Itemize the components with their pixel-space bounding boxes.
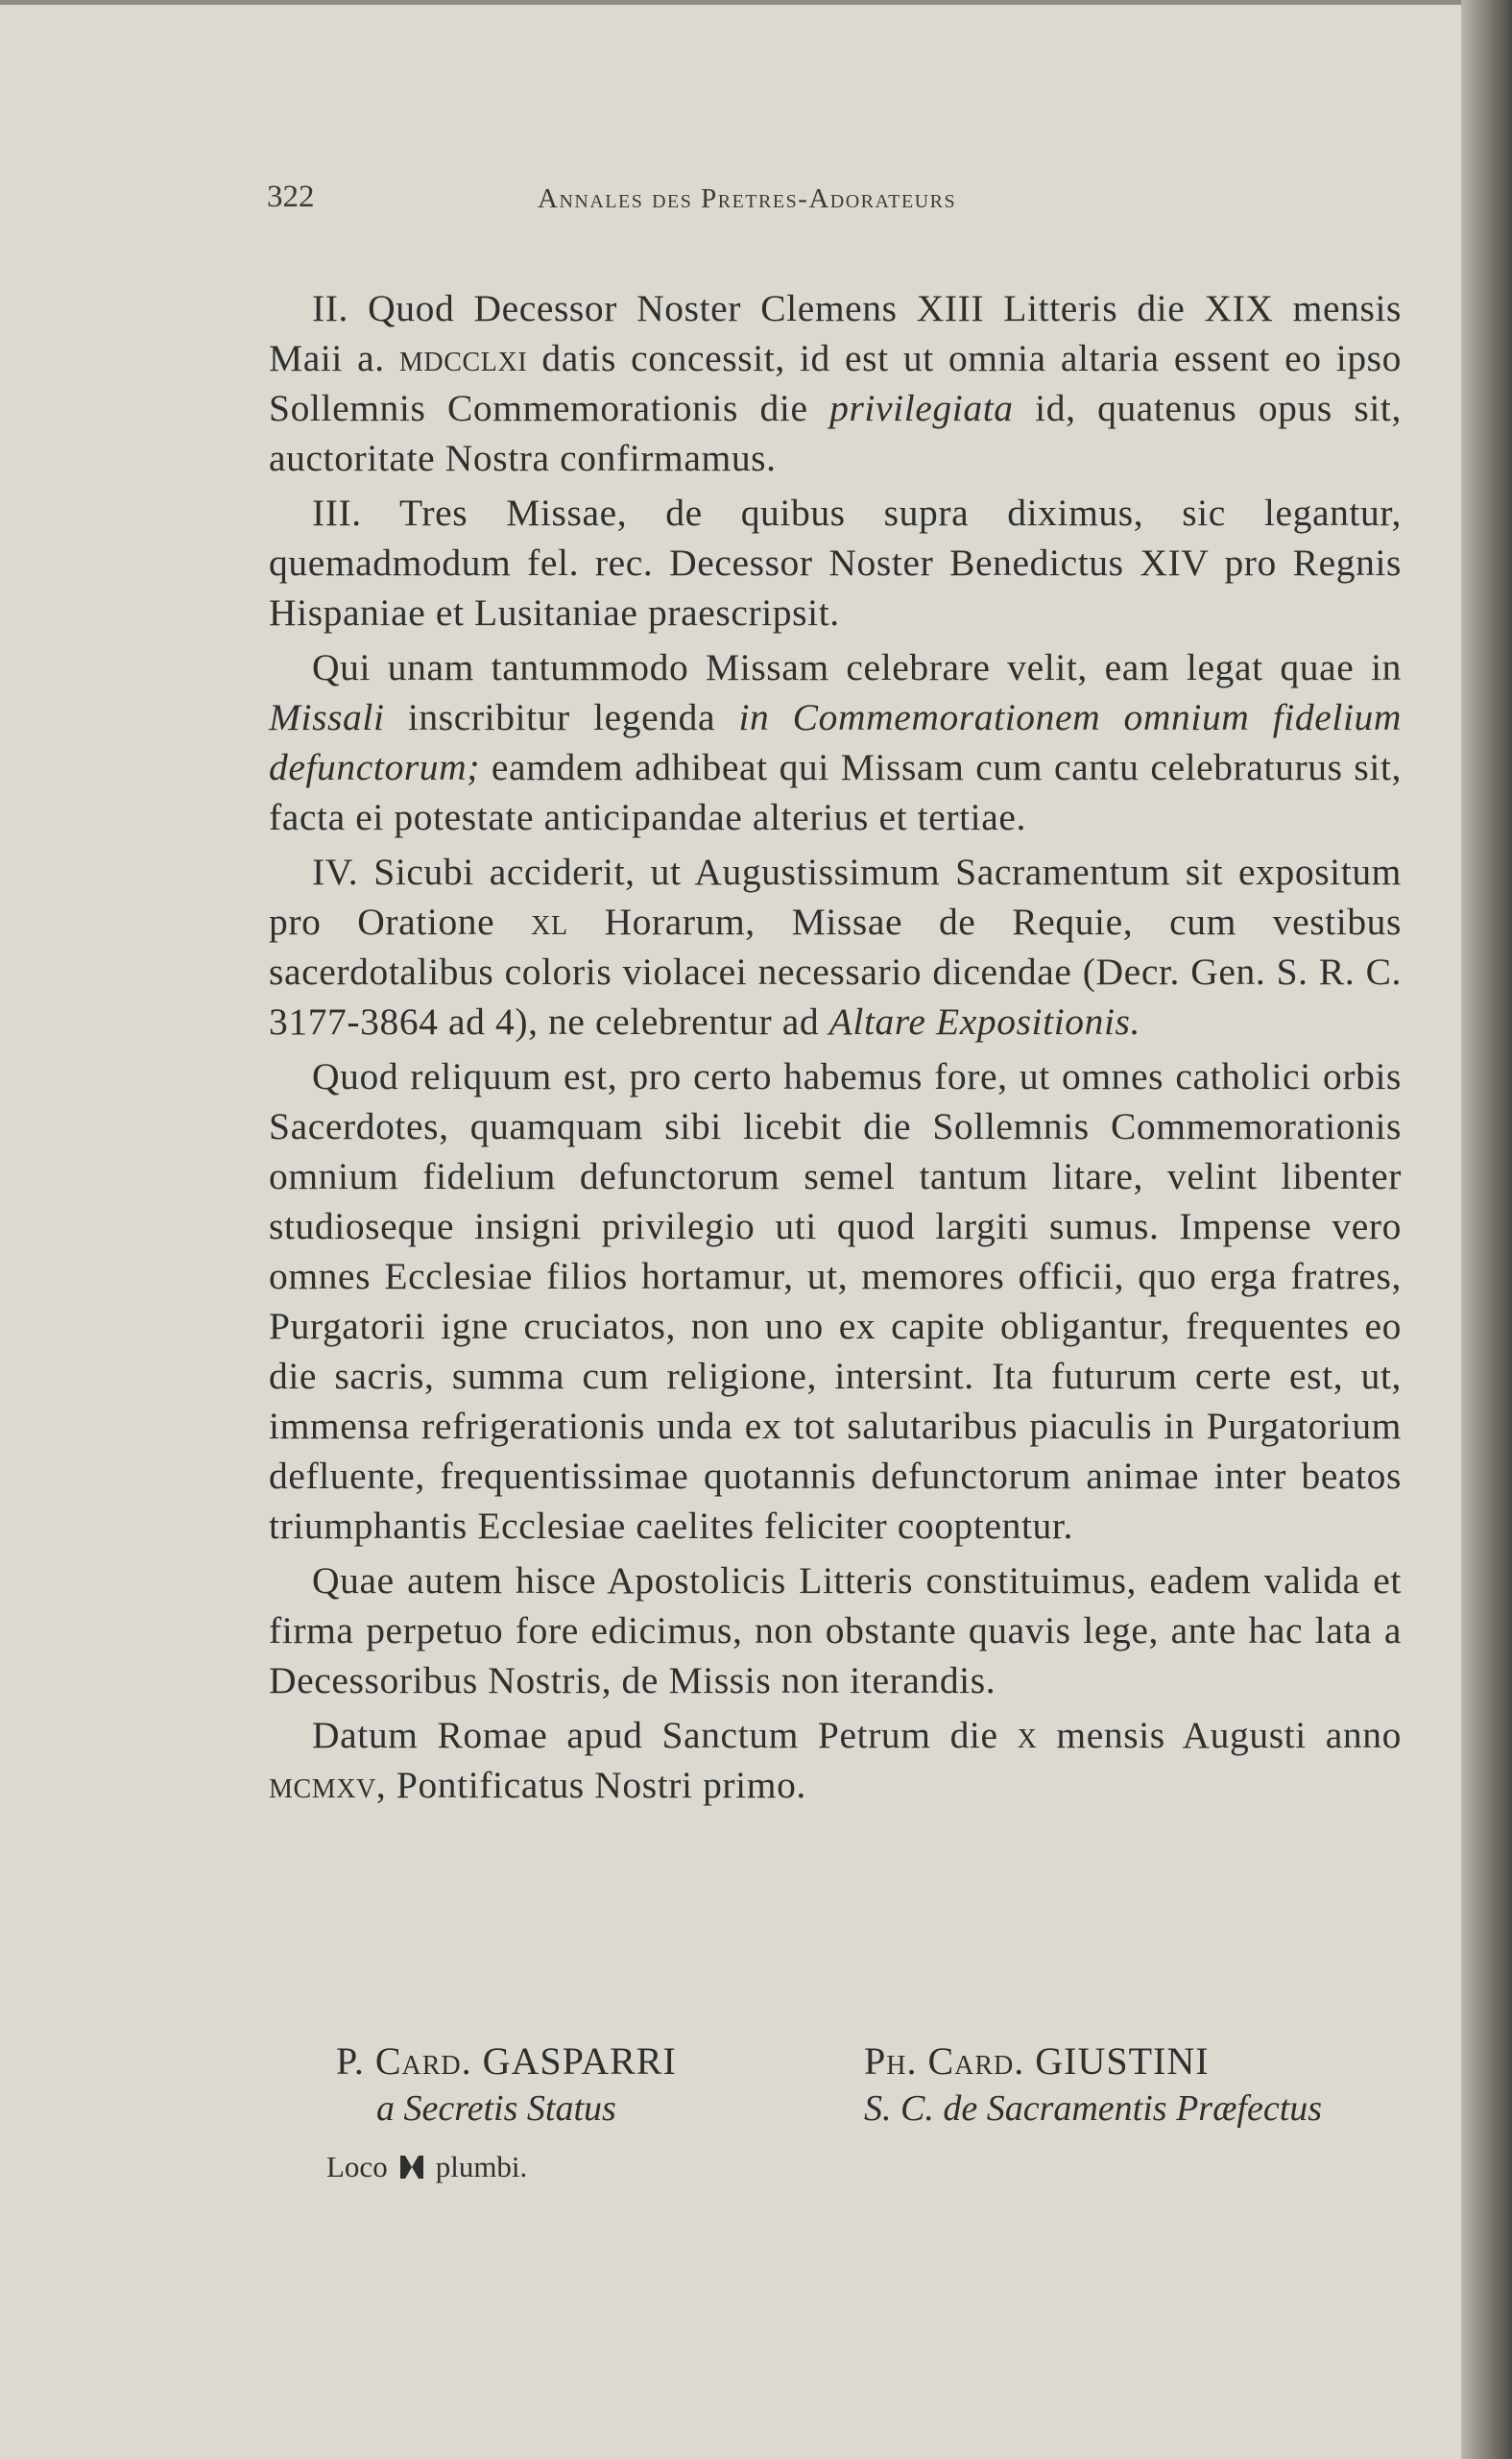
italic-term: Altare Expositionis. [828, 1000, 1140, 1043]
running-title: Annales des Pretres-Adorateurs [538, 183, 957, 214]
signatory-name: P. Card. GASPARRI [336, 2039, 677, 2083]
signatory-role: a Secretis Status [376, 2088, 616, 2129]
paragraph-iv [269, 847, 1402, 1047]
signatory-name: Ph. Card. GIUSTINI [864, 2039, 1210, 2083]
signature-left [336, 2038, 677, 2130]
italic-title: in Commemorationem omnium fidelium defunctorum; [269, 696, 1402, 788]
text-run: Qui unam tantummodo Missam celebrare velit, eam legat quae in [312, 646, 1402, 688]
text-run: Datum Romae apud Sanctum Petrum die [312, 1714, 1018, 1756]
text-run: eamdem adhibeat qui Missam cum cantu celebraturus sit, facta ei potestate anticipandae alterius et tertiae. [269, 746, 1402, 838]
signatory-role: S. C. de Sacramentis Præfectus [864, 2088, 1323, 2129]
italic-term: Missali [269, 696, 385, 738]
seal-note-text: plumbi. [435, 2150, 528, 2183]
text-run: id, quatenus opus sit, auctoritate Nostra confirmamus. [269, 387, 1402, 479]
italic-term: privilegiata [829, 387, 1014, 429]
body-text [269, 283, 1402, 1815]
text-run: Horarum, Missae de Requie, cum vestibus sacerdotalibus coloris violacei necessario dicendae (Decr. Gen. S. R. C. 3177-3864 ad 4), ne celebrentur ad [269, 901, 1403, 1043]
paragraph-datum [269, 1710, 1402, 1810]
text-run: II. Quod Decessor Noster Clemens XIII Litteris die XIX mensis Maii a. [269, 287, 1402, 379]
text-run: , Pontificatus Nostri primo. [375, 1764, 806, 1806]
text-run: mensis Augusti anno [1037, 1714, 1402, 1756]
roman-numeral: xl [531, 901, 568, 943]
book-spine-shadow [1461, 0, 1512, 2459]
paragraph-quod-reliquum: Quod reliquum est, pro certo habemus fore, ut omnes catholici orbis Sacerdotes, quamquam sibi licebit die Sollemnis Commemorationis omnium fidelium defunctorum semel tantum litare, velint libenter studioseque insigni privilegio uti quod largiti sumus. Impense vero omnes Ecclesiae filios hortamur, ut, memores officii, quo erga fratres, Purgatorii igne cruciatos, non uno ex capite obligantur, frequentes eo die sacris, summa cum religione, intersint. Ita futurum certe est, ut, immensa refrigerationis unda ex tot salutaribus piaculis in Purgatorium defluente, frequentissimae quotannis defunctorum animae inter beatos triumphantis Ecclesiae caelites feliciter cooptentur. [269, 1055, 1402, 1547]
text-run: datis concessit, id est ut omnia altaria essent eo ipso Sollemnis Commemorationis die [269, 337, 1403, 429]
seal-note [326, 2150, 527, 2184]
paragraph-quae-autem: Quae autem hisce Apostolicis Litteris constituimus, eadem valida et firma perpetuo fore edicimus, non obstante quavis lege, ante hac lata a Decessoribus Nostris, de Missis non iterandis. [269, 1559, 1402, 1701]
paragraph-iii: III. Tres Missae, de quibus supra diximus, sic legantur, quemadmodum fel. rec. Decessor Noster Benedictus XIV pro Regnis Hispaniae et Lusitaniae praescripsit. [269, 492, 1402, 634]
cross-icon [397, 2153, 426, 2182]
text-run: IV. Sicubi acciderit, ut Augustissimum Sacramentum sit expositum pro Oratione [269, 851, 1402, 943]
text-run: inscribitur legenda [384, 696, 739, 738]
paragraph-qui-unam [269, 642, 1402, 842]
date-numeral: mdcclxi [398, 337, 528, 379]
page-number: 322 [267, 180, 315, 214]
signature-right [864, 2038, 1322, 2130]
seal-note-text: Loco [326, 2150, 388, 2183]
year-numeral: mcmxv [269, 1764, 376, 1806]
paragraph-ii [269, 283, 1402, 483]
roman-numeral: x [1017, 1714, 1038, 1756]
